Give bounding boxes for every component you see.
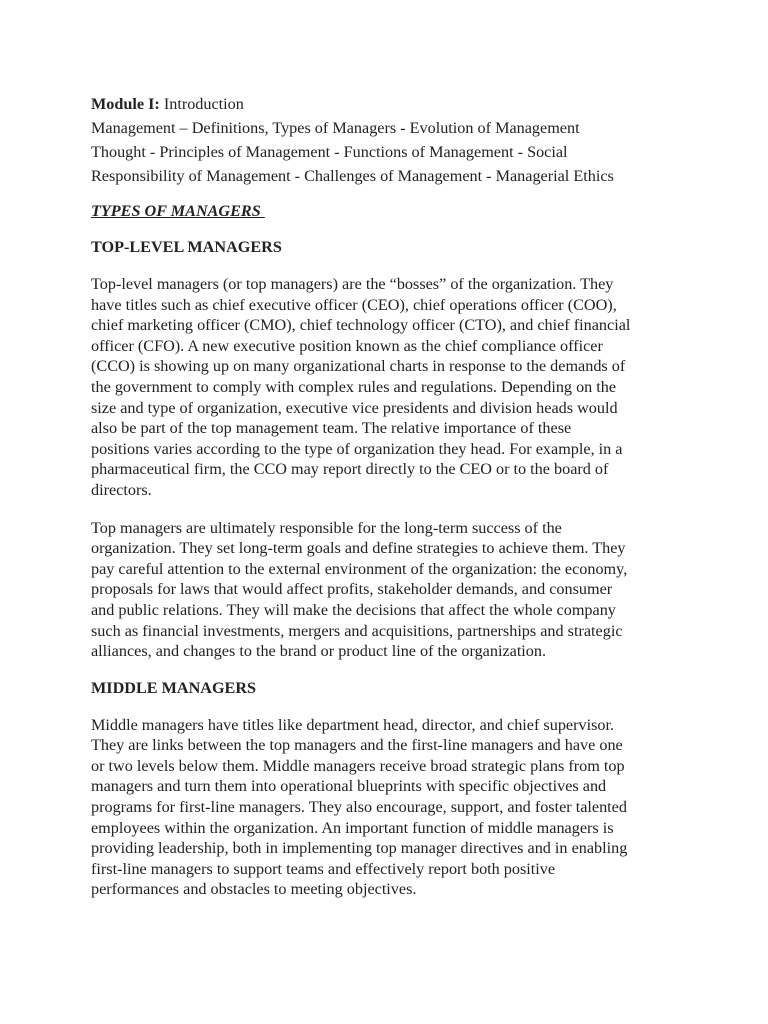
- text-line: organization. They set long-term goals and define strategies to achieve them. They: [91, 539, 626, 558]
- module-topics-line: Responsibility of Management - Challenges of Management - Managerial Ethics: [91, 167, 614, 185]
- text-line: have titles such as chief executive officer (CEO), chief operations officer (COO),: [91, 295, 617, 314]
- paragraph-top-managers-2: [91, 518, 691, 662]
- text-line: Middle managers have titles like department head, director, and chief supervisor.: [91, 715, 615, 734]
- text-line: programs for first-line managers. They also encourage, support, and foster talented: [91, 798, 627, 817]
- text-line: proposals for laws that would affect profits, stakeholder demands, and consumer: [91, 580, 613, 599]
- text-line: positions varies according to the type of organization they head. For example, in a: [91, 439, 623, 458]
- text-line: pharmaceutical firm, the CCO may report directly to the CEO or to the board of: [91, 460, 609, 479]
- text-line: first-line managers to support teams and effectively report both positive: [91, 859, 556, 878]
- module-header: [91, 92, 691, 188]
- text-line: employees within the organization. An important function of middle managers is: [91, 818, 614, 837]
- text-line: providing leadership, both in implementing top manager directives and in enabling: [91, 839, 628, 858]
- text-line: and public relations. They will make the decisions that affect the whole company: [91, 600, 616, 619]
- text-line: alliances, and changes to the brand or product line of the organization.: [91, 642, 547, 661]
- module-title: Module I:: [91, 95, 160, 113]
- text-line: They are links between the top managers and the first-line managers and have one: [91, 736, 623, 755]
- text-line: Top-level managers (or top managers) are the “bosses” of the organization. They: [91, 275, 614, 293]
- types-of-managers-heading: TYPES OF MANAGERS: [91, 202, 265, 220]
- text-line: directors.: [91, 480, 152, 499]
- text-line: such as financial investments, mergers and acquisitions, partnerships and strategic: [91, 621, 623, 640]
- paragraph-middle-managers-1: [91, 715, 691, 900]
- text-line: size and type of organization, executive vice presidents and division heads would: [91, 398, 618, 417]
- text-line: also be part of the top management team. The relative importance of these: [91, 419, 572, 438]
- module-topics-line: Thought - Principles of Management - Functions of Management - Social: [91, 143, 568, 161]
- text-line: chief marketing officer (CMO), chief technology officer (CTO), and chief financial: [91, 316, 631, 335]
- module-topics-line: Management – Definitions, Types of Managers - Evolution of Management: [91, 119, 580, 137]
- paragraph-top-managers-1: [91, 274, 691, 501]
- text-line: managers and turn them into operational blueprints with specific objectives and: [91, 777, 607, 796]
- section-heading-middle-managers: MIDDLE MANAGERS: [91, 678, 257, 697]
- module-title-line: [91, 92, 691, 116]
- text-line: (CCO) is showing up on many organizational charts in response to the demands of: [91, 357, 626, 376]
- text-line: Top managers are ultimately responsible for the long-term success of the: [91, 518, 562, 537]
- text-line: or two levels below them. Middle managers receive broad strategic plans from top: [91, 756, 625, 775]
- text-line: the government to comply with complex rules and regulations. Depending on the: [91, 377, 617, 396]
- section-heading-top-level-managers: TOP-LEVEL MANAGERS: [91, 238, 282, 256]
- text-line: pay careful attention to the external environment of the organization: the economy,: [91, 559, 628, 578]
- text-line: officer (CFO). A new executive position known as the chief compliance officer: [91, 336, 603, 355]
- document-page: [91, 92, 691, 900]
- module-title-suffix: Introduction: [159, 95, 244, 113]
- text-line: performances and obstacles to meeting objectives.: [91, 880, 417, 899]
